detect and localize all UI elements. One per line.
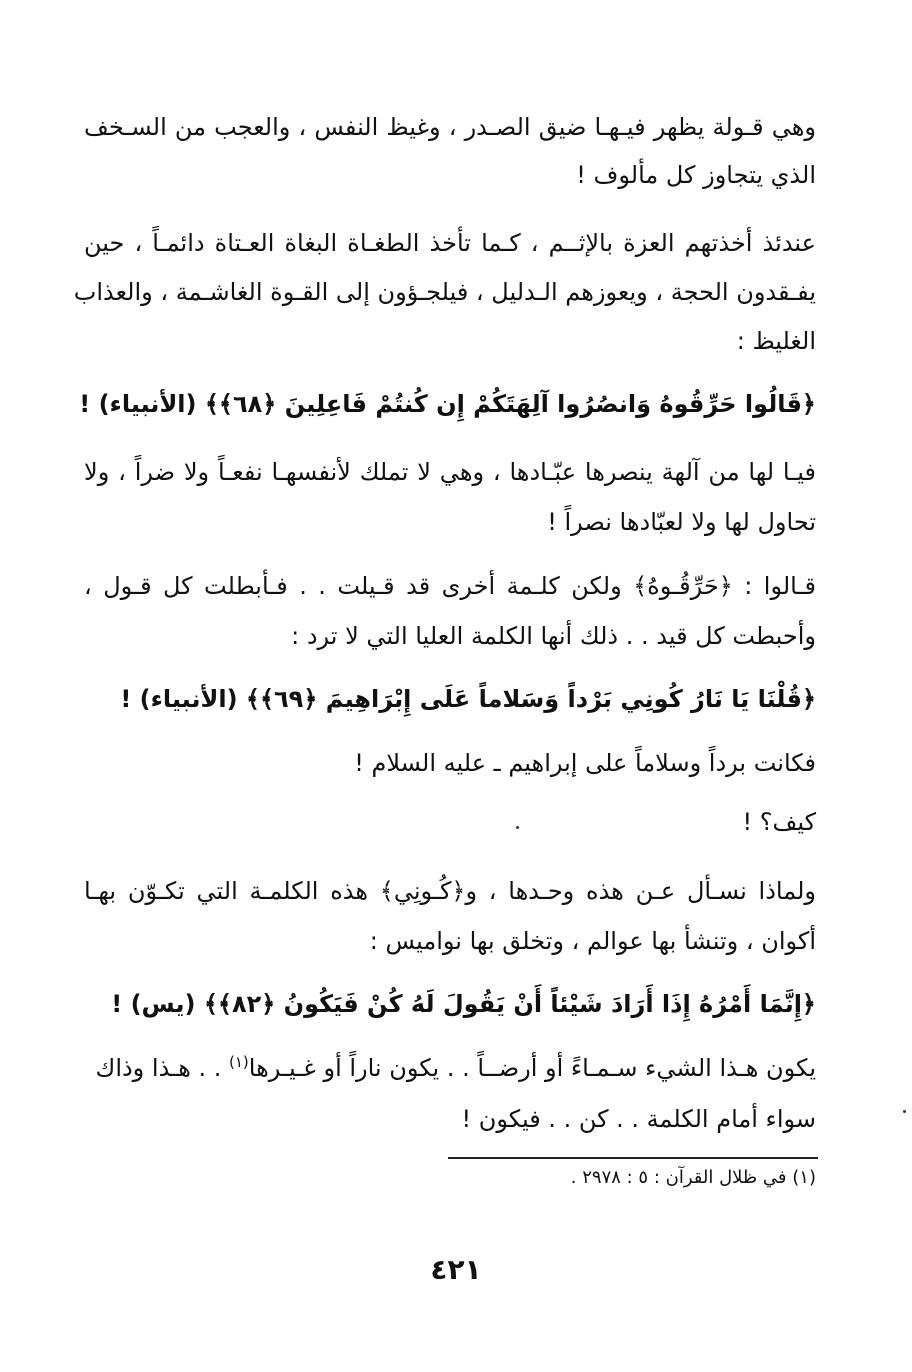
paragraph-1-line-2: الذي يتجاوز كل مألوف ! (576, 161, 816, 189)
paragraph-8-line-1 (84, 1049, 816, 1087)
paragraph-2-line-2: يفـقدون الحجة ، ويعوزهم الـدليل ، فيلجـؤون إلى القـوة الغاشـمة ، والعذاب (73, 278, 816, 306)
footnote-divider (448, 1157, 818, 1159)
paragraph-3-line-1: فيـا لها من آلهة ينصرها عبّـادها ، وهي لا تملك لأنفسهـا نفعـاً ولا ضراً ، ولا (84, 458, 816, 486)
paragraph-1-line-1: وهي قـولة يظهر فيـهـا ضيق الصـدر ، وغيظ النفس ، والعجب من السـخف (84, 113, 816, 141)
paragraph-3-line-2: تحاول لها ولا لعبّادها نصراً ! (547, 508, 816, 536)
quran-verse-1: ﴿قَالُوا حَرِّقُوهُ وَانصُرُوا آلِهَتَكُمْ إِن كُنتُمْ فَاعِلِينَ ﴿٦٨﴾﴾ (الأنبياء) ! (79, 390, 816, 418)
scan-speck (903, 1110, 906, 1113)
paragraph-7-line-1: ولماذا نسـأل عـن هذه وحـدها ، و﴿كُـونِي﴾ هذه الكلمـة التي تكـوّن بهـا (84, 877, 816, 905)
quran-verse-2: ﴿قُلْنَا يَا نَارُ كُونِي بَرْداً وَسَلاماً عَلَى إِبْرَاهِيمَ ﴿٦٩﴾﴾ (الأنبياء) ! (120, 685, 816, 713)
paragraph-4-line-2: وأحبطت كل قيد . . ذلك أنها الكلمة العليا التي لا ترد : (291, 622, 816, 650)
paragraph-6: كيف؟ ! (742, 808, 816, 836)
paragraph-2-line-1: عندئذ أخذتهم العزة بالإثــم ، كـما تأخذ الطغـاة البغاة العـتاة دائمـاً ، حين (84, 229, 816, 257)
footnote-marker: (١) (229, 1053, 249, 1071)
page-number: ٤٢١ (430, 1253, 482, 1286)
paragraph-8-text-b: . . هـذا وذاك (95, 1054, 229, 1082)
scan-speck (516, 826, 519, 829)
paragraph-5: فكانت برداً وسلاماً على إبراهيم ـ عليه السلام ! (354, 749, 816, 777)
paragraph-8-text-a: يكون هـذا الشيء سـمـاءً أو أرضــاً . . يكون ناراً أو غـيـرها (248, 1054, 816, 1082)
paragraph-7-line-2: أكوان ، وتنشأ بها عوالم ، وتخلق بها نواميس : (369, 927, 816, 955)
paragraph-4-line-1: قـالوا : ﴿حَرِّقُـوهُ﴾ ولكن كلـمة أخرى قد قـيلت . . فـأبطلت كل قـول ، (84, 572, 816, 600)
footnote: (١) في ظلال القرآن : ٥ : ٢٩٧٨ . (570, 1167, 816, 1188)
quran-verse-3: ﴿إِنَّمَا أَمْرُهُ إِذَا أَرَادَ شَيْئاً أَنْ يَقُولَ لَهُ كُنْ فَيَكُونُ ﴿٨٢﴾﴾ (يس) ! (111, 990, 816, 1018)
paragraph-8-line-2: سواء أمام الكلمة . . كن . . فيكون ! (461, 1105, 816, 1133)
paragraph-2-line-3: الغليظ : (736, 327, 816, 355)
